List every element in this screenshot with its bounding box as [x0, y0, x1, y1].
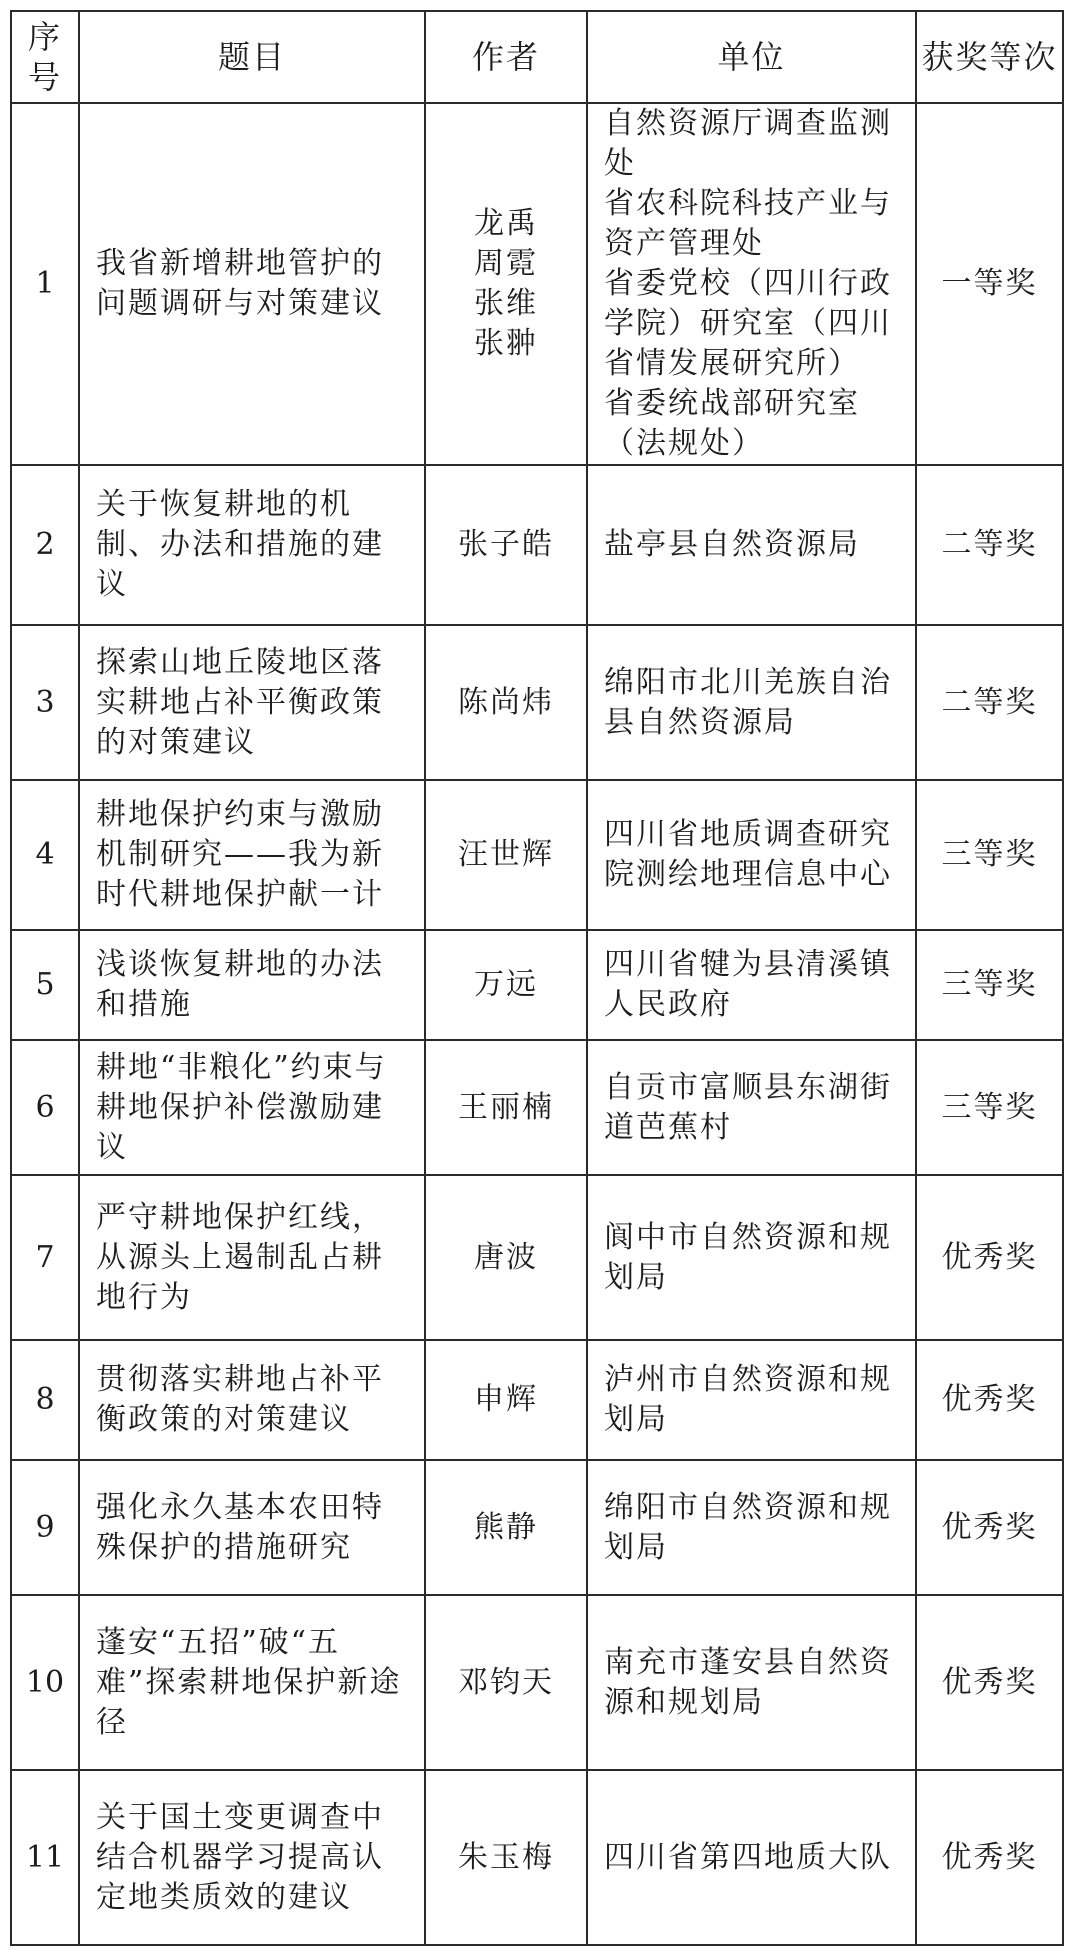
- table-row: [11, 930, 1063, 1040]
- row-title: 耕地“非粮化”约束与耕地保护补偿激励建议: [79, 1040, 425, 1175]
- row-author: 熊静: [425, 1460, 587, 1595]
- row-award: 一等奖: [916, 103, 1063, 465]
- table-row: [11, 1595, 1063, 1770]
- row-author: 唐波: [425, 1175, 587, 1340]
- table-row: [11, 103, 1063, 465]
- row-award: 三等奖: [916, 930, 1063, 1040]
- row-no: 5: [11, 930, 79, 1040]
- row-unit: 南充市蓬安县自然资源和规划局: [587, 1595, 916, 1770]
- row-title: 浅谈恢复耕地的办法和措施: [79, 930, 425, 1040]
- row-unit: 自然资源厅调查监测处: [604, 106, 892, 181]
- row-no: 8: [11, 1340, 79, 1460]
- row-author: 张翀: [474, 326, 538, 361]
- row-no: 9: [11, 1460, 79, 1595]
- row-author: 张子皓: [425, 465, 587, 625]
- row-authors: [425, 103, 587, 465]
- table-row: [11, 1175, 1063, 1340]
- row-award: 优秀奖: [916, 1340, 1063, 1460]
- row-author: 万远: [425, 930, 587, 1040]
- row-unit: 泸州市自然资源和规划局: [587, 1340, 916, 1460]
- row-author: 朱玉梅: [425, 1770, 587, 1945]
- row-unit: 绵阳市北川羌族自治县自然资源局: [587, 625, 916, 780]
- row-award: 三等奖: [916, 1040, 1063, 1175]
- row-unit: 盐亭县自然资源局: [587, 465, 916, 625]
- table-row: [11, 465, 1063, 625]
- row-unit: 省委党校（四川行政学院）研究室（四川省情发展研究所）: [604, 266, 892, 381]
- header-author: 作者: [425, 11, 587, 103]
- row-title: 关于国土变更调查中结合机器学习提高认定地类质效的建议: [79, 1770, 425, 1945]
- row-award: 优秀奖: [916, 1770, 1063, 1945]
- row-no: 11: [11, 1770, 79, 1945]
- row-award: 优秀奖: [916, 1460, 1063, 1595]
- row-author: 申辉: [425, 1340, 587, 1460]
- row-no: 7: [11, 1175, 79, 1340]
- table-row: [11, 1460, 1063, 1595]
- row-title: 我省新增耕地管护的问题调研与对策建议: [79, 103, 425, 465]
- header-no: 序号: [11, 11, 79, 103]
- row-no: 4: [11, 780, 79, 930]
- row-title: 耕地保护约束与激励机制研究——我为新时代耕地保护献一计: [79, 780, 425, 930]
- row-author: 陈尚炜: [425, 625, 587, 780]
- table-row: [11, 1040, 1063, 1175]
- row-title: 强化永久基本农田特殊保护的措施研究: [79, 1460, 425, 1595]
- row-unit: 自贡市富顺县东湖街道芭蕉村: [587, 1040, 916, 1175]
- row-award: 三等奖: [916, 780, 1063, 930]
- row-award: 二等奖: [916, 465, 1063, 625]
- awards-document: [10, 10, 1062, 1942]
- table-row: [11, 1340, 1063, 1460]
- row-unit: 四川省地质调查研究院测绘地理信息中心: [587, 780, 916, 930]
- table-row: [11, 780, 1063, 930]
- row-units: [587, 103, 916, 465]
- header-unit: 单位: [587, 11, 916, 103]
- row-unit: 省农科院科技产业与资产管理处: [604, 186, 892, 261]
- row-author: 邓钧天: [425, 1595, 587, 1770]
- row-unit: 阆中市自然资源和规划局: [587, 1175, 916, 1340]
- header-title: 题目: [79, 11, 425, 103]
- row-unit: 省委统战部研究室（法规处）: [604, 386, 860, 461]
- row-unit: 四川省第四地质大队: [587, 1770, 916, 1945]
- row-title: 严守耕地保护红线，从源头上遏制乱占耕地行为: [79, 1175, 425, 1340]
- awards-table: [10, 10, 1064, 1946]
- row-title: 关于恢复耕地的机制、办法和措施的建议: [79, 465, 425, 625]
- row-author: 周霓: [474, 246, 538, 281]
- row-no: 3: [11, 625, 79, 780]
- row-award: 优秀奖: [916, 1175, 1063, 1340]
- table-row: [11, 625, 1063, 780]
- row-no: 2: [11, 465, 79, 625]
- row-no: 1: [11, 103, 79, 465]
- header-row: [11, 11, 1063, 103]
- row-author: 龙禹: [474, 206, 538, 241]
- header-award: 获奖等次: [916, 11, 1063, 103]
- row-author: 王丽楠: [425, 1040, 587, 1175]
- row-no: 6: [11, 1040, 79, 1175]
- row-author: 张维: [474, 286, 538, 321]
- row-award: 优秀奖: [916, 1595, 1063, 1770]
- row-title: 贯彻落实耕地占补平衡政策的对策建议: [79, 1340, 425, 1460]
- table-row: [11, 1770, 1063, 1945]
- row-author: 汪世辉: [425, 780, 587, 930]
- row-title: 蓬安“五招”破“五难”探索耕地保护新途径: [79, 1595, 425, 1770]
- row-award: 二等奖: [916, 625, 1063, 780]
- row-unit: 绵阳市自然资源和规划局: [587, 1460, 916, 1595]
- row-unit: 四川省犍为县清溪镇人民政府: [587, 930, 916, 1040]
- row-no: 10: [11, 1595, 79, 1770]
- row-title: 探索山地丘陵地区落实耕地占补平衡政策的对策建议: [79, 625, 425, 780]
